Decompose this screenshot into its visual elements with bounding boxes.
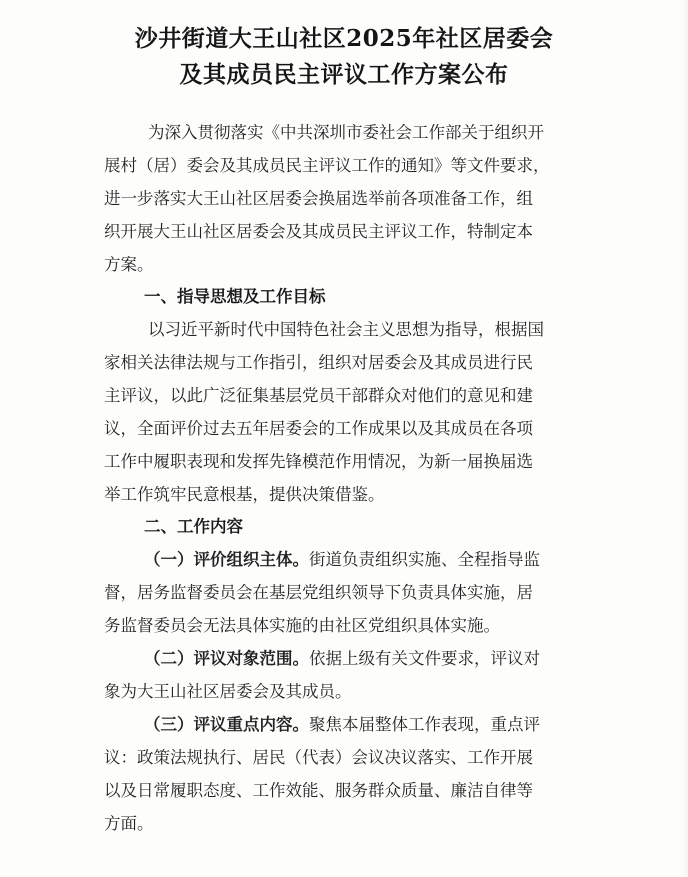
section-1-line: 以习近平新时代中国特色社会主义思想为指导，根据国 <box>148 320 544 339</box>
intro-line: 方案。 <box>104 255 154 274</box>
section-1-heading: 一、指导思想及工作目标 <box>144 287 326 306</box>
item-1-lead: （一）评价组织主体。 <box>144 550 309 569</box>
item-2-line: 象为大王山社区居委会及其成员。 <box>104 682 352 701</box>
item-2-text: 依据上级有关文件要求，评议对 <box>309 649 540 668</box>
item-1-text: 街道负责组织实施、全程指导监 <box>309 550 540 569</box>
section-1-line: 议，全面评价过去五年居委会的工作成果以及其成员在各项 <box>104 419 533 438</box>
document-title-line-2: 及其成员民主评议工作方案公布 <box>179 61 509 88</box>
item-2-lead: （二）评议对象范围。 <box>144 649 309 668</box>
scan-edge-shadow <box>682 0 688 877</box>
document-title-line-1: 沙井街道大王山社区2025年社区居委会 <box>134 25 554 52</box>
section-1-line: 家相关法律法规与工作指引，组织对居委会及其成员进行民 <box>104 353 533 372</box>
intro-line: 展村（居）委会及其成员民主评议工作的通知》等文件要求， <box>104 156 550 175</box>
item-1-line: 督，居务监督委员会在基层党组织领导下负责具体实施，居 <box>104 583 533 602</box>
section-1-line: 举工作筑牢民意根基，提供决策借鉴。 <box>104 485 385 504</box>
section-1-line: 工作中履职表现和发挥先锋模范作用情况，为新一届换届选 <box>104 452 533 471</box>
intro-line: 为深入贯彻落实《中共深圳市委社会工作部关于组织开 <box>148 123 544 142</box>
item-3-first-line <box>144 717 540 734</box>
item-1-first-line <box>144 552 540 569</box>
section-2-heading: 二、工作内容 <box>144 517 243 536</box>
item-1-line: 务监督委员会无法具体实施的由社区党组织具体实施。 <box>104 616 500 635</box>
item-3-line: 方面。 <box>104 814 154 833</box>
item-3-line: 以及日常履职态度、工作效能、服务群众质量、廉洁自律等 <box>104 781 533 800</box>
item-2-first-line <box>144 651 540 668</box>
item-3-line: 议：政策法规执行、居民（代表）会议决议落实、工作开展 <box>104 748 533 767</box>
intro-line: 进一步落实大王山社区居委会换届选举前各项准备工作，组 <box>104 189 533 208</box>
intro-line: 织开展大王山社区居委会及其成员民主评议工作，特制定本 <box>104 222 533 241</box>
item-3-lead: （三）评议重点内容。 <box>144 715 309 734</box>
item-3-text: 聚焦本届整体工作表现，重点评 <box>309 715 540 734</box>
section-1-line: 主评议，以此广泛征集基层党员干部群众对他们的意见和建 <box>104 386 533 405</box>
